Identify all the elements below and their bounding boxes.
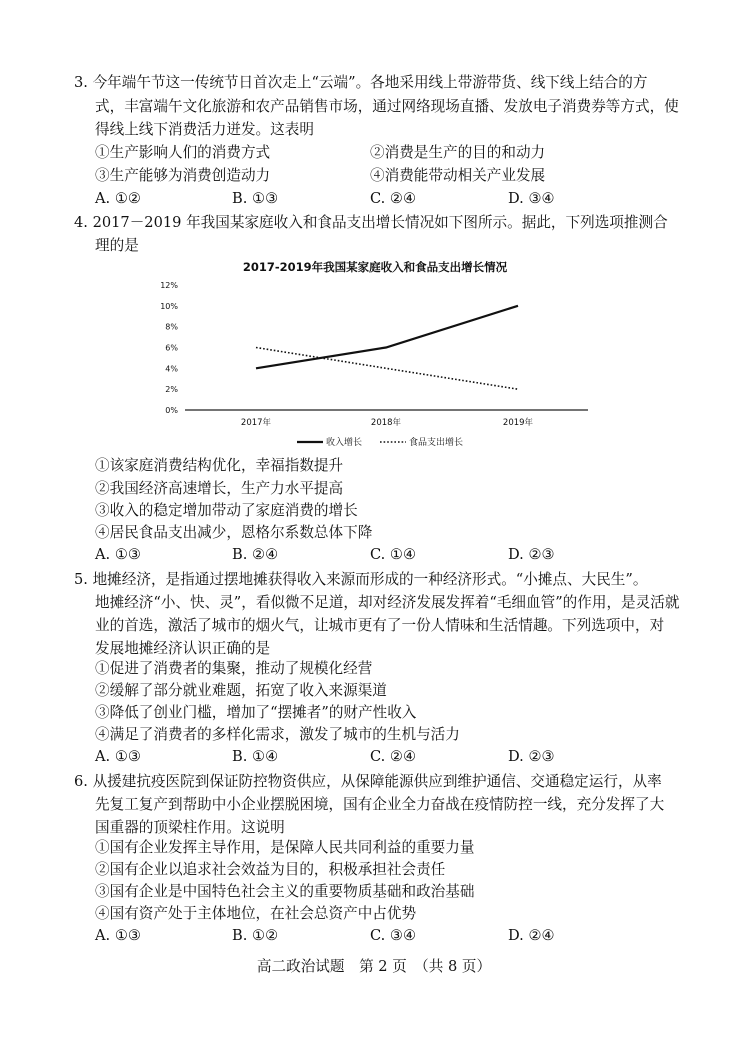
- question-5-item: ①促进了消费者的集聚，推动了规模化经营: [95, 660, 373, 677]
- question-3-choice: C. ②④: [370, 190, 417, 207]
- y-tick-label: 2%: [165, 385, 178, 395]
- question-6-stem-line: 先复工复产到帮助中小企业摆脱困境，国有企业全力奋战在疫情防控一线，充分发挥了大: [95, 796, 665, 813]
- question-4-stem-line: 4. 2017－2019 年我国某家庭收入和食品支出增长情况如下图所示。据此，下列选项推测合: [74, 214, 668, 231]
- question-6-item: ③国有企业是中国特色社会主义的重要物质基础和政治基础: [95, 883, 475, 900]
- legend-label-income: 收入增长: [326, 438, 363, 448]
- question-3-item: ②消费是生产的目的和动力: [370, 144, 546, 161]
- question-6-item: ④国有资产处于主体地位，在社会总资产中占优势: [95, 905, 417, 922]
- question-5-stem-line: 地摊经济“小、快、灵”，看似微不足道，却对经济发展发挥着“毛细血管”的作用，是灵活就: [95, 594, 680, 611]
- chart-svg: [158, 254, 592, 454]
- question-5-stem-line: 业的首选，激活了城市的烟火气，让城市更有了一份人情味和生活情趣。下列选项中，对: [95, 617, 665, 634]
- legend-label-food: 食品支出增长: [409, 438, 464, 448]
- question-3-stem-line: 式，丰富端午文化旅游和农产品销售市场，通过网络现场直播、发放电子消费券等方式，使: [95, 98, 679, 115]
- question-4-item: ②我国经济高速增长，生产力水平提高: [95, 480, 344, 497]
- series-line-income: [256, 306, 518, 369]
- y-tick-label: 10%: [160, 301, 178, 311]
- question-6-item: ①国有企业发挥主导作用，是保障人民共同利益的重要力量: [95, 839, 475, 856]
- question-3-choice: A. ①②: [95, 190, 141, 207]
- question-4-stem-line: 理的是: [95, 237, 139, 254]
- question-6-choice: D. ②④: [508, 927, 555, 944]
- question-3-choice: D. ③④: [508, 190, 555, 207]
- question-3-stem-line: 得线上线下消费活力迸发。这表明: [95, 121, 314, 138]
- question-5-choice: D. ②③: [508, 748, 555, 765]
- question-5-item: ③降低了创业门槛，增加了“摆摊者”的财产性收入: [95, 704, 417, 721]
- question-3-stem-line: 3. 今年端午节这一传统节日首次走上“云端”。各地采用线上带游带货、线下线上结合的方: [74, 74, 648, 91]
- question-3-choice: B. ①③: [232, 190, 279, 207]
- question-5-choice: A. ①③: [95, 748, 141, 765]
- question-6-choice: C. ③④: [370, 927, 417, 944]
- y-tick-label: 4%: [165, 364, 178, 374]
- question-6-choice: A. ①③: [95, 927, 141, 944]
- chart-legend: [297, 436, 463, 448]
- question-3-item: ④消费能带动相关产业发展: [370, 167, 546, 184]
- question-6-choice: B. ①②: [232, 927, 279, 944]
- question-4-item: ④居民食品支出减少，恩格尔系数总体下降: [95, 524, 373, 541]
- y-tick-label: 8%: [165, 322, 178, 332]
- question-4-choice: D. ②③: [508, 546, 555, 563]
- y-tick-label: 12%: [160, 281, 178, 290]
- series-line-food: [256, 348, 518, 390]
- y-tick-label: 6%: [165, 343, 178, 353]
- question-5-item: ④满足了消费者的多样化需求，激发了城市的生机与活力: [95, 726, 460, 743]
- question-5-item: ②缓解了部分就业难题，拓宽了收入来源渠道: [95, 682, 387, 699]
- question-4-choice: A. ①③: [95, 546, 141, 563]
- question-5-stem-line: 发展地摊经济认识正确的是: [95, 640, 271, 657]
- question-6-item: ②国有企业以追求社会效益为目的，积极承担社会责任: [95, 861, 446, 878]
- page-footer: 高二政治试题 第 2 页 （共 8 页）: [256, 958, 492, 975]
- question-6-stem-line: 6. 从援建抗疫医院到保证防控物资供应，从保障能源供应到维护通信、交通稳定运行，从率: [74, 773, 662, 790]
- question-5-choice: C. ②④: [370, 748, 417, 765]
- question-4-choice: B. ②④: [232, 546, 279, 563]
- question-5-stem-line: 5. 地摊经济，是指通过摆地摊获得收入来源而形成的一种经济形式。“小摊点、大民生”。: [74, 571, 648, 588]
- question-5-choice: B. ①④: [232, 748, 279, 765]
- line-chart: [158, 254, 592, 454]
- question-3-item: ③生产能够为消费创造动力: [95, 167, 271, 184]
- question-4-choice: C. ①④: [370, 546, 417, 563]
- x-tick-label: 2019年: [502, 418, 534, 428]
- question-6-stem-line: 国重器的顶梁柱作用。这说明: [95, 819, 285, 836]
- question-3-item: ①生产影响人们的消费方式: [95, 144, 271, 161]
- question-4-item: ③收入的稳定增加带动了家庭消费的增长: [95, 502, 358, 519]
- chart-title: 2017-2019年我国某家庭收入和食品支出增长情况: [242, 260, 508, 274]
- x-tick-label: 2018年: [370, 418, 402, 428]
- x-tick-label: 2017年: [240, 418, 272, 428]
- y-tick-label: 0%: [165, 406, 178, 415]
- question-4-item: ①该家庭消费结构优化，幸福指数提升: [95, 457, 344, 474]
